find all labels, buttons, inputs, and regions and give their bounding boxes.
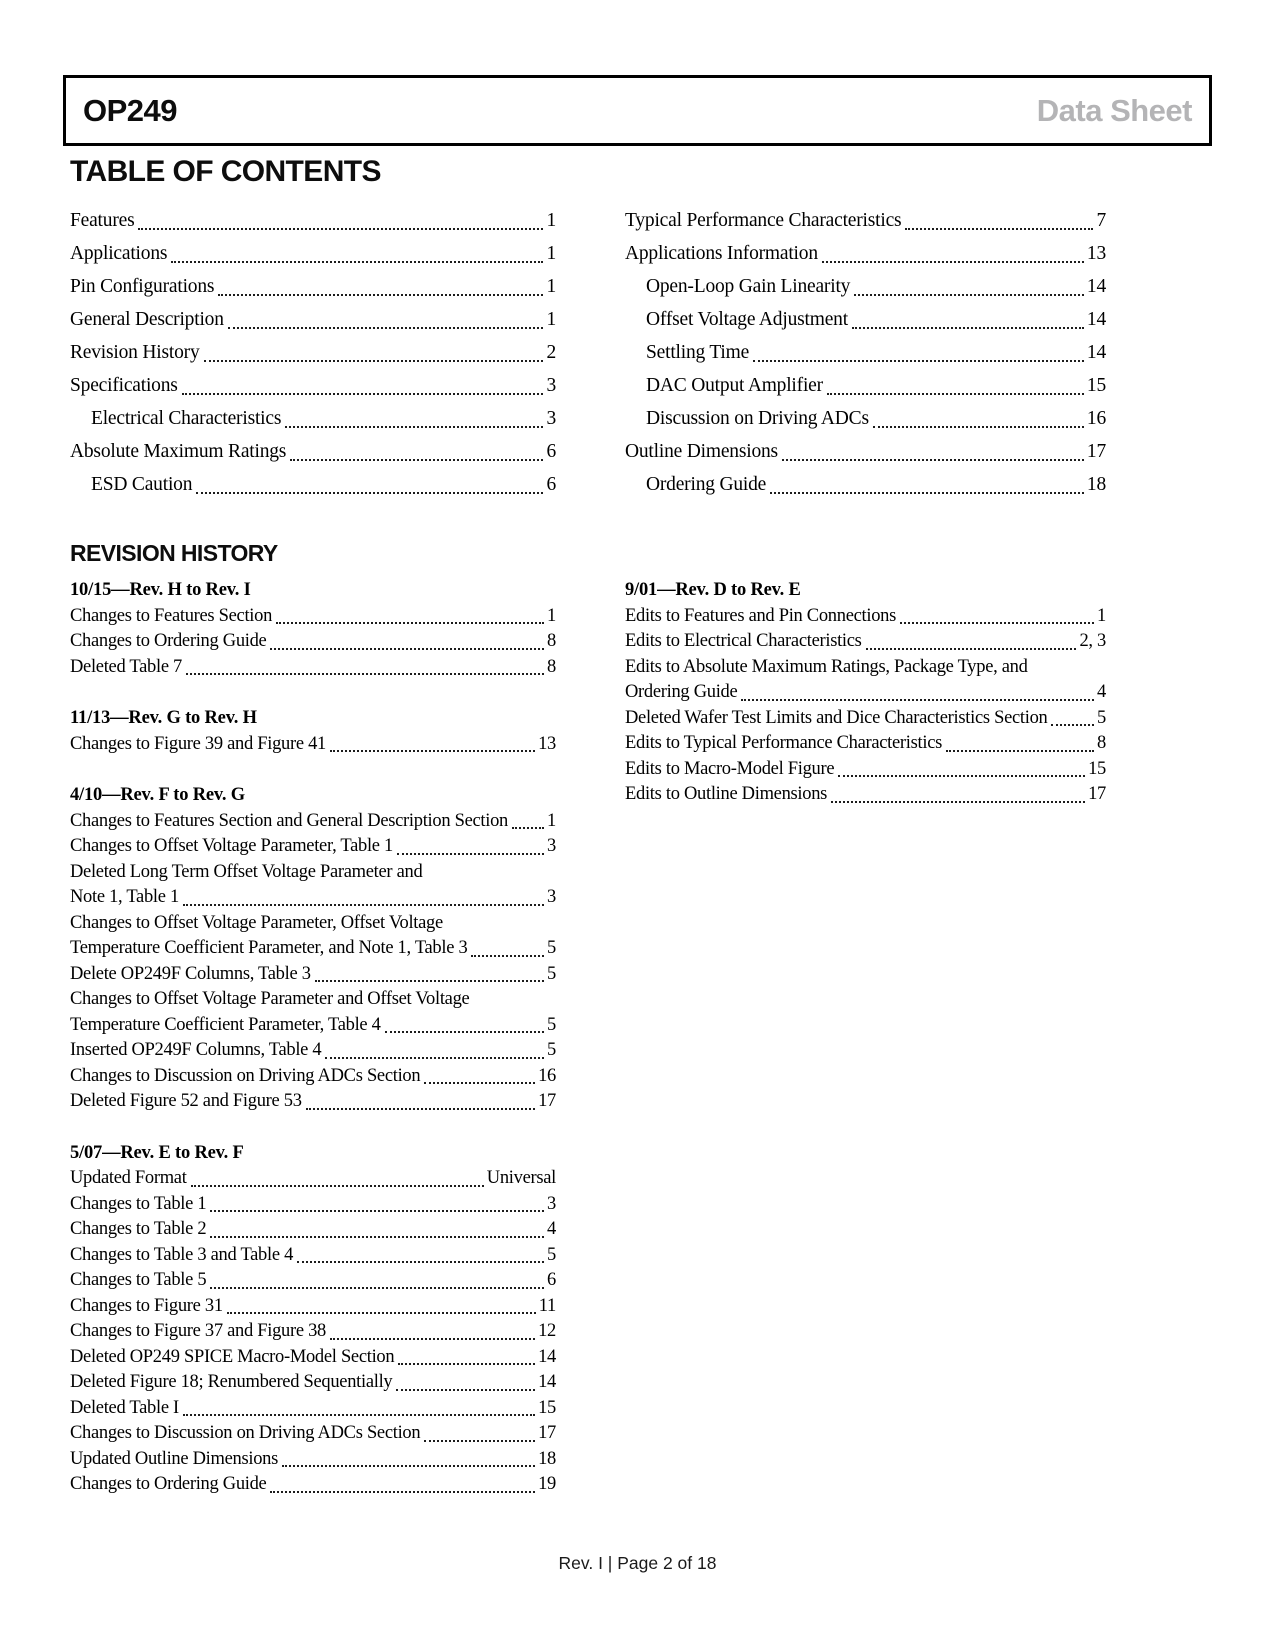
dotted-leader (182, 393, 544, 395)
dotted-leader (330, 1338, 535, 1340)
dotted-leader (396, 1389, 535, 1391)
revision-block-heading: 4/10—Rev. F to Rev. G (70, 785, 245, 805)
revision-entry (70, 1243, 556, 1269)
dotted-leader (854, 294, 1084, 296)
entry-page-number: 18 (538, 1448, 556, 1469)
entry-label: ESD Caution (91, 474, 193, 495)
entry-page-number: 1 (1097, 605, 1106, 626)
revision-entry (70, 1089, 556, 1115)
entry-page-number: 8 (1097, 733, 1106, 753)
revision-entry (70, 936, 556, 962)
entry-label: Changes to Ordering Guide (70, 631, 267, 651)
toc-entry[interactable] (70, 336, 556, 369)
entry-page-number: 1 (546, 309, 556, 330)
entry-label: Outline Dimensions (625, 441, 778, 462)
dotted-leader (191, 1185, 484, 1187)
entry-label: Changes to Discussion on Driving ADCs Section (70, 1065, 421, 1086)
revision-entry (70, 1319, 556, 1345)
entry-label: Changes to Offset Voltage Parameter, Table 1 (70, 836, 393, 856)
entry-page-number: 18 (1086, 474, 1106, 495)
dotted-leader (398, 1363, 535, 1365)
entry-page-number: 6 (546, 441, 556, 462)
entry-page-number: 15 (538, 1397, 556, 1418)
entry-page-number: 3 (547, 836, 556, 856)
entry-page-number: 3 (547, 887, 556, 907)
entry-page-number: 17 (538, 1423, 556, 1443)
toc-column-right (625, 204, 1106, 501)
dotted-leader (866, 648, 1077, 650)
revision-column-left (70, 578, 556, 1524)
revision-entry (70, 1472, 556, 1498)
dotted-leader (270, 648, 544, 650)
revision-entry (625, 706, 1106, 732)
dotted-leader (838, 775, 1085, 777)
dotted-leader (183, 1414, 535, 1416)
dotted-leader (831, 801, 1085, 803)
entry-page-number: 2, 3 (1079, 631, 1106, 651)
dotted-leader (228, 327, 544, 329)
document-type-label: Data Sheet (1036, 92, 1192, 128)
entry-label: Deleted OP249 SPICE Macro-Model Section (70, 1346, 395, 1367)
table-of-contents-section (70, 155, 1206, 501)
dotted-leader (822, 261, 1084, 263)
dotted-leader (227, 1312, 536, 1314)
entry-label: Features (70, 210, 135, 231)
dotted-leader (270, 1491, 535, 1493)
entry-page-number: 1 (546, 243, 556, 264)
dotted-leader (138, 228, 543, 230)
entry-label: Changes to Table 1 (70, 1193, 207, 1214)
entry-page-number: 3 (546, 375, 556, 396)
revision-entry (625, 782, 1106, 808)
revision-block (625, 578, 1106, 808)
entry-page-number: 1 (546, 210, 556, 231)
entry-label: Deleted Table 7 (70, 656, 183, 677)
revision-entry (625, 655, 1106, 681)
revision-block (70, 1141, 556, 1498)
entry-page-number: 5 (547, 1014, 556, 1035)
dotted-leader (210, 1210, 544, 1212)
revision-history-title: REVISION HISTORY (70, 540, 278, 566)
entry-label: Edits to Features and Pin Connections (625, 605, 896, 626)
dotted-leader (325, 1057, 544, 1059)
entry-label: Changes to Table 5 (70, 1270, 207, 1290)
dotted-leader (424, 1440, 535, 1442)
entry-label: Edits to Outline Dimensions (625, 784, 828, 804)
entry-label: Deleted Figure 52 and Figure 53 (70, 1091, 302, 1111)
entry-page-number: 5 (547, 1244, 556, 1265)
entry-page-number: 3 (547, 1193, 556, 1214)
toc-column-left (70, 204, 556, 501)
entry-label: Deleted Table I (70, 1397, 179, 1418)
entry-page-number: 14 (1086, 342, 1106, 363)
toc-entry[interactable] (70, 237, 556, 270)
toc-entry[interactable] (625, 303, 1106, 336)
revision-history-columns (70, 578, 1206, 1524)
entry-label: Changes to Table 3 and Table 4 (70, 1244, 294, 1265)
dotted-leader (385, 1031, 544, 1033)
toc-entry[interactable] (625, 369, 1106, 402)
entry-label: Temperature Coefficient Parameter, and Note 1, Table 3 (70, 938, 468, 958)
toc-entry[interactable] (70, 303, 556, 336)
entry-page-number: 4 (547, 1219, 556, 1239)
entry-page-number: 6 (546, 474, 556, 495)
entry-page-number: 14 (538, 1346, 556, 1367)
entry-label: Settling Time (646, 342, 750, 363)
revision-entry (625, 731, 1106, 757)
entry-page-number: 15 (1086, 375, 1106, 396)
toc-entry[interactable] (625, 237, 1106, 270)
toc-entry[interactable] (70, 270, 556, 303)
dotted-leader (741, 699, 1094, 701)
entry-page-number: 5 (1097, 707, 1106, 728)
dotted-leader (471, 955, 544, 957)
entry-label: Typical Performance Characteristics (625, 210, 902, 231)
entry-page-number: 14 (1086, 276, 1106, 297)
revision-history-section (70, 540, 1206, 1524)
entry-label: Discussion on Driving ADCs (646, 408, 869, 429)
entry-label: Applications Information (625, 243, 818, 264)
dotted-leader (210, 1236, 544, 1238)
toc-entry[interactable] (625, 435, 1106, 468)
entry-label: Note 1, Table 1 (70, 887, 179, 907)
entry-label: Delete OP249F Columns, Table 3 (70, 963, 311, 984)
dotted-leader (397, 853, 544, 855)
dotted-leader (827, 393, 1084, 395)
dotted-leader (297, 1261, 544, 1263)
revision-entry (70, 1166, 556, 1192)
entry-page-number: 16 (1086, 408, 1106, 429)
entry-label: Updated Format (70, 1168, 187, 1188)
toc-entry[interactable] (70, 402, 556, 435)
entry-label: Deleted Wafer Test Limits and Dice Characteristics Section (625, 707, 1048, 728)
entry-label: Changes to Features Section (70, 605, 273, 626)
entry-label: Absolute Maximum Ratings (70, 441, 287, 462)
revision-entry (70, 604, 556, 630)
revision-entry (70, 1294, 556, 1320)
revision-block (70, 783, 556, 1115)
entry-page-number: 17 (538, 1091, 556, 1111)
entry-page-number: 5 (547, 938, 556, 958)
entry-page-number: 14 (538, 1372, 556, 1392)
revision-entry (70, 911, 556, 937)
revision-entry (70, 962, 556, 988)
entry-label: Changes to Figure 39 and Figure 41 (70, 733, 326, 754)
toc-entry[interactable] (625, 204, 1106, 237)
revision-entry (70, 1421, 556, 1447)
entry-page-number: 12 (538, 1321, 556, 1341)
entry-page-number: 15 (1088, 758, 1106, 779)
dotted-leader (171, 261, 543, 263)
dotted-leader (424, 1082, 535, 1084)
revision-block-heading: 9/01—Rev. D to Rev. E (625, 580, 801, 600)
revision-entry (625, 629, 1106, 655)
revision-block (70, 578, 556, 680)
entry-label: Changes to Figure 37 and Figure 38 (70, 1321, 326, 1341)
toc-entry[interactable] (625, 270, 1106, 303)
entry-page-number: 8 (547, 631, 556, 651)
entry-label: Changes to Figure 31 (70, 1295, 223, 1316)
entry-page-number: 17 (1086, 441, 1106, 462)
toc-columns (70, 204, 1206, 501)
revision-entry (70, 1345, 556, 1371)
entry-page-number: 13 (538, 733, 556, 754)
entry-page-number: 3 (546, 408, 556, 429)
entry-label: Temperature Coefficient Parameter, Table 4 (70, 1014, 381, 1035)
dotted-leader (782, 459, 1084, 461)
entry-page-number: 1 (547, 810, 556, 831)
entry-label: Ordering Guide (625, 682, 738, 702)
entry-label: Offset Voltage Adjustment (646, 309, 848, 330)
toc-entry[interactable] (70, 369, 556, 402)
entry-label: Ordering Guide (646, 474, 767, 495)
entry-page-number: 13 (1086, 243, 1106, 264)
revision-entry (70, 655, 556, 681)
dotted-leader (204, 360, 544, 362)
part-number: OP249 (83, 92, 178, 128)
dotted-leader (282, 1465, 535, 1467)
entry-label: Specifications (70, 375, 178, 396)
dotted-leader (905, 228, 1093, 230)
entry-label: Changes to Offset Voltage Parameter, Offset Voltage (70, 912, 443, 933)
dotted-leader (315, 980, 544, 982)
revision-entry (625, 680, 1106, 706)
toc-entry[interactable] (70, 435, 556, 468)
toc-entry[interactable] (625, 336, 1106, 369)
entry-label: Revision History (70, 342, 200, 363)
entry-label: Inserted OP249F Columns, Table 4 (70, 1040, 322, 1060)
dotted-leader (290, 459, 543, 461)
dotted-leader (306, 1108, 535, 1110)
entry-label: Changes to Discussion on Driving ADCs Section (70, 1423, 421, 1443)
entry-label: General Description (70, 309, 224, 330)
revision-block (70, 706, 556, 757)
entry-page-number: 14 (1086, 309, 1106, 330)
entry-label: Changes to Offset Voltage Parameter and Offset Voltage (70, 989, 470, 1009)
dotted-leader (852, 327, 1084, 329)
toc-entry[interactable] (625, 402, 1106, 435)
entry-page-number: 1 (546, 276, 556, 297)
dotted-leader (285, 426, 543, 428)
entry-page-number: 8 (547, 656, 556, 677)
revision-entry (70, 834, 556, 860)
revision-entry (70, 1192, 556, 1218)
revision-entry (70, 885, 556, 911)
entry-label: Edits to Absolute Maximum Ratings, Package Type, and (625, 656, 1028, 677)
revision-entry (625, 604, 1106, 630)
entry-page-number: 4 (1097, 682, 1106, 702)
entry-label: Deleted Figure 18; Renumbered Sequentially (70, 1372, 393, 1392)
entry-label: Changes to Features Section and General Description Section (70, 810, 508, 831)
revision-block-heading: 10/15—Rev. H to Rev. I (70, 580, 251, 600)
dotted-leader (276, 622, 544, 624)
dotted-leader (770, 492, 1084, 494)
entry-page-number: 5 (547, 1040, 556, 1060)
entry-page-number: 7 (1096, 210, 1106, 231)
entry-page-number: 19 (538, 1474, 556, 1494)
entry-label: Edits to Macro-Model Figure (625, 758, 835, 779)
entry-label: Electrical Characteristics (91, 408, 282, 429)
toc-entry[interactable] (70, 204, 556, 237)
dotted-leader (196, 492, 543, 494)
dotted-leader (1051, 724, 1094, 726)
entry-page-number: 2 (546, 342, 556, 363)
entry-label: DAC Output Amplifier (646, 375, 823, 396)
revision-block-heading: 5/07—Rev. E to Rev. F (70, 1142, 244, 1163)
toc-title: TABLE OF CONTENTS (70, 155, 381, 188)
revision-entry (70, 809, 556, 835)
toc-entry[interactable] (625, 468, 1106, 501)
dotted-leader (900, 622, 1094, 624)
toc-entry[interactable] (70, 468, 556, 501)
revision-entry (70, 1370, 556, 1396)
entry-label: Pin Configurations (70, 276, 215, 297)
entry-label: Changes to Ordering Guide (70, 1474, 267, 1494)
dotted-leader (753, 360, 1084, 362)
revision-entry (70, 1396, 556, 1422)
dotted-leader (873, 426, 1084, 428)
entry-label: Edits to Typical Performance Characteristics (625, 733, 943, 753)
entry-page-number: Universal (486, 1168, 556, 1188)
entry-label: Applications (70, 243, 168, 264)
page-header (63, 75, 1212, 146)
entry-page-number: 1 (547, 605, 556, 626)
revision-entry (625, 757, 1106, 783)
revision-entry (70, 1217, 556, 1243)
entry-label: Edits to Electrical Characteristics (625, 631, 862, 651)
dotted-leader (183, 904, 544, 906)
revision-entry (70, 987, 556, 1013)
entry-page-number: 5 (547, 963, 556, 984)
entry-page-number: 6 (547, 1270, 556, 1290)
revision-entry (70, 629, 556, 655)
revision-entry (70, 1064, 556, 1090)
revision-block-heading: 11/13—Rev. G to Rev. H (70, 708, 257, 728)
dotted-leader (512, 827, 544, 829)
entry-page-number: 11 (538, 1295, 556, 1316)
entry-label: Open-Loop Gain Linearity (646, 276, 851, 297)
entry-label: Updated Outline Dimensions (70, 1448, 279, 1469)
dotted-leader (330, 750, 535, 752)
revision-entry (70, 860, 556, 886)
page-footer: Rev. I | Page 2 of 18 (558, 1553, 717, 1573)
entry-page-number: 16 (538, 1065, 556, 1086)
dotted-leader (946, 750, 1094, 752)
entry-page-number: 17 (1088, 784, 1106, 804)
revision-entry (70, 1013, 556, 1039)
entry-label: Deleted Long Term Offset Voltage Parameter and (70, 861, 423, 882)
revision-entry (70, 1268, 556, 1294)
dotted-leader (210, 1287, 544, 1289)
revision-entry (70, 1038, 556, 1064)
dotted-leader (186, 673, 544, 675)
revision-entry (70, 732, 556, 758)
entry-label: Changes to Table 2 (70, 1219, 207, 1239)
dotted-leader (218, 294, 543, 296)
revision-entry (70, 1447, 556, 1473)
revision-column-right (625, 578, 1106, 1524)
